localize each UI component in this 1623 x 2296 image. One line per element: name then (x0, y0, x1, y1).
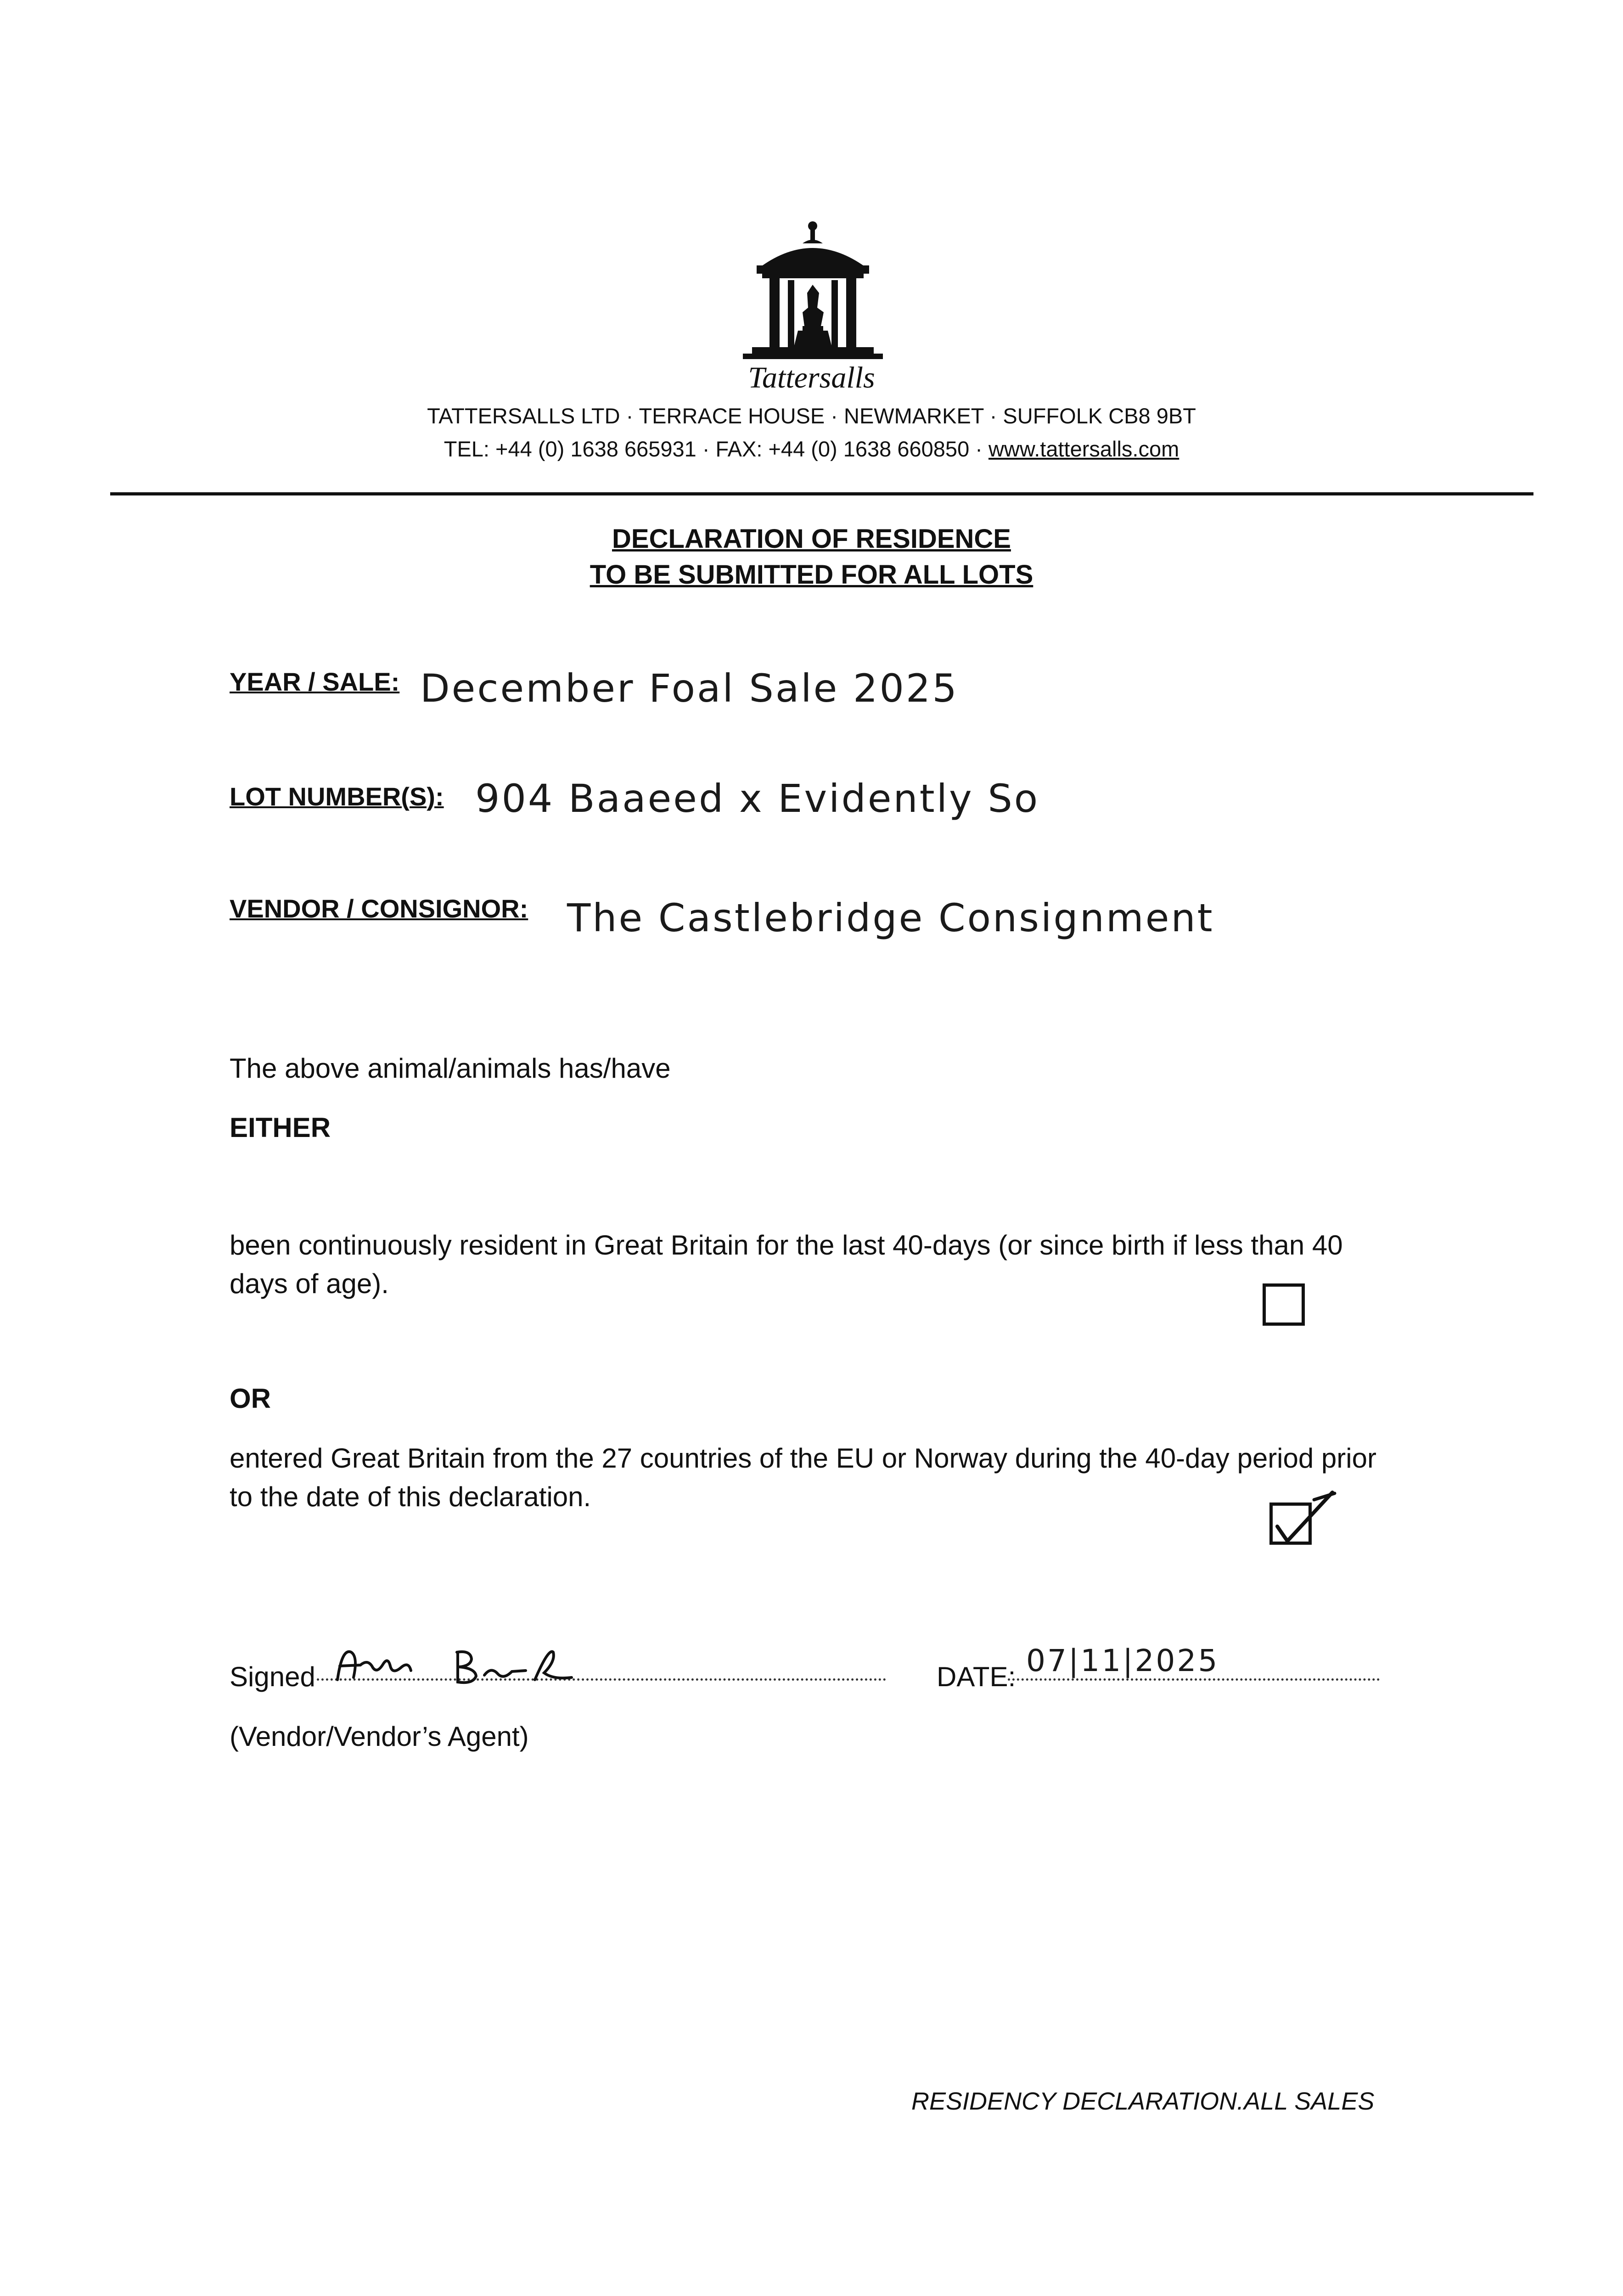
date-value[interactable]: 07|11|2025 (1026, 1643, 1219, 1678)
lot-number-label: LOT NUMBER(S): (230, 782, 444, 811)
vendor-consignor-label: VENDOR / CONSIGNOR: (230, 894, 528, 923)
or-heading: OR (230, 1383, 271, 1414)
date-line (1008, 1678, 1380, 1681)
company-contact (0, 436, 1623, 461)
header-divider (110, 492, 1533, 495)
year-sale-label: YEAR / SALE: (230, 667, 400, 696)
form-title: DECLARATION OF RESIDENCE (612, 524, 1011, 554)
vendor-consignor-value[interactable]: The Castlebridge Consignment (567, 895, 1214, 940)
option-entered-checkbox[interactable] (1269, 1503, 1312, 1545)
company-address: TATTERSALLS LTD · TERRACE HOUSE · NEWMARKET · SUFFOLK CB8 9BT (427, 404, 1196, 428)
signatory-role: (Vendor/Vendor’s Agent) (230, 1721, 529, 1752)
handwritten-signature[interactable] (333, 1638, 608, 1689)
option-resident-text: been continuously resident in Great Britain for the last 40-days (or since birth if less than 40 days of age). (230, 1230, 1343, 1299)
signed-label: Signed (230, 1661, 315, 1692)
footer-form-code: RESIDENCY DECLARATION.ALL SALES (911, 2088, 1375, 2115)
tattersalls-logo (734, 216, 892, 367)
year-sale-value[interactable]: December Foal Sale 2025 (420, 666, 959, 711)
either-heading: EITHER (230, 1112, 331, 1143)
statement-intro: The above animal/animals has/have (230, 1053, 671, 1084)
checkmark-icon (1268, 1490, 1337, 1545)
option-resident-checkbox[interactable] (1263, 1283, 1305, 1326)
form-subtitle: TO BE SUBMITTED FOR ALL LOTS (590, 560, 1033, 590)
brand-name: Tattersalls (748, 361, 875, 394)
date-label: DATE: (937, 1661, 1016, 1692)
option-entered-text: entered Great Britain from the 27 countries of the EU or Norway during the 40-day period prior to the date of this declaration. (230, 1443, 1376, 1512)
lot-number-value[interactable]: 904 Baaeed x Evidently So (475, 776, 1040, 821)
contact-numbers: TEL: +44 (0) 1638 665931 · FAX: +44 (0) 1638 660850 · (444, 437, 988, 461)
website-link[interactable]: www.tattersalls.com (988, 437, 1179, 461)
